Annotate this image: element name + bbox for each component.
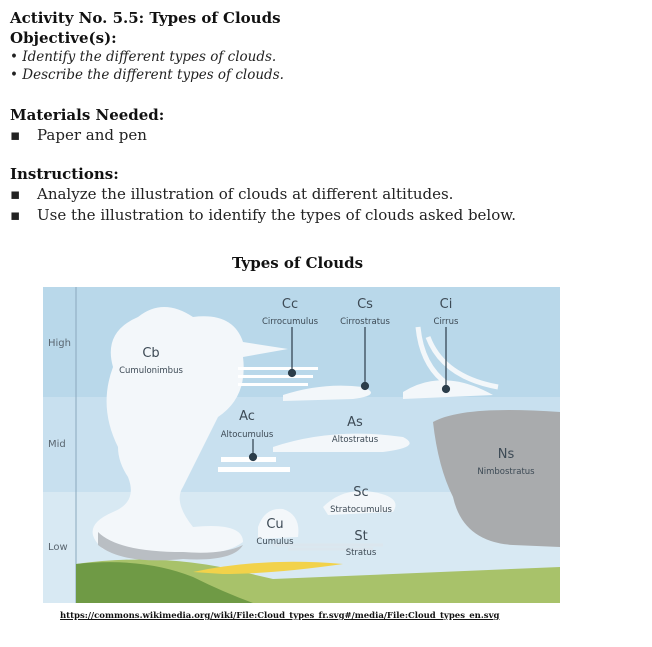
cloud-name: Cirrocumulus (261, 317, 319, 327)
source-link[interactable]: https://commons.wikimedia.org/wiki/File:Cloud_types_fr.svg#/media/File:Cloud_types_en.svg (60, 611, 500, 621)
instruction-text: Analyze the illustration of clouds at different altitudes. (37, 185, 454, 203)
objective-item: • Describe the different types of clouds. (10, 67, 284, 83)
cloud-name: Cirrus (433, 317, 459, 327)
figure-title: Types of Clouds (232, 254, 364, 272)
altitude-high: High (48, 338, 71, 349)
cloud-abbr: Sc (353, 485, 369, 500)
objectives-heading: Objective(s): (10, 29, 117, 47)
cloud-abbr: As (347, 415, 363, 430)
cloud-abbr: Cs (357, 297, 373, 312)
objective-item: • Identify the different types of clouds. (10, 49, 277, 65)
cloud-name: Cirrostratus (340, 317, 390, 327)
altitude-mid: Mid (48, 439, 66, 450)
objective-text: Identify the different types of clouds. (22, 49, 277, 65)
instruction-item: ▪ Analyze the illustration of clouds at different altitudes. (10, 185, 454, 203)
material-item: ▪ Paper and pen (10, 126, 147, 144)
cloud-abbr: St (354, 529, 368, 544)
cloud-abbr: Ns (497, 447, 515, 462)
cloud-abbr: Cb (142, 346, 160, 361)
objective-text: Describe the different types of clouds. (22, 67, 284, 83)
cloud-name: Altocumulus (220, 430, 274, 440)
cloud-types-illustration (43, 287, 560, 603)
material-text: Paper and pen (37, 126, 147, 144)
altitude-low: Low (48, 542, 68, 553)
instruction-item: ▪ Use the illustration to identify the types of clouds asked below. (10, 206, 517, 224)
cloud-name: Cumulonimbus (119, 366, 183, 376)
instructions-heading: Instructions: (10, 165, 119, 183)
cloud-name: Stratus (345, 548, 377, 558)
instruction-text: Use the illustration to identify the types of clouds asked below. (37, 206, 517, 224)
cloud-abbr: Cu (266, 517, 284, 532)
cloud-abbr: Ci (439, 297, 453, 312)
materials-heading: Materials Needed: (10, 106, 165, 124)
activity-title: Activity No. 5.5: Types of Clouds (10, 9, 281, 27)
cloud-abbr: Ac (239, 409, 255, 424)
cloud-name: Nimbostratus (477, 467, 535, 477)
cloud-name: Stratocumulus (330, 505, 392, 515)
cloud-abbr: Cc (281, 297, 299, 312)
cloud-name: Altostratus (331, 435, 379, 445)
cloud-name: Cumulus (256, 537, 294, 547)
